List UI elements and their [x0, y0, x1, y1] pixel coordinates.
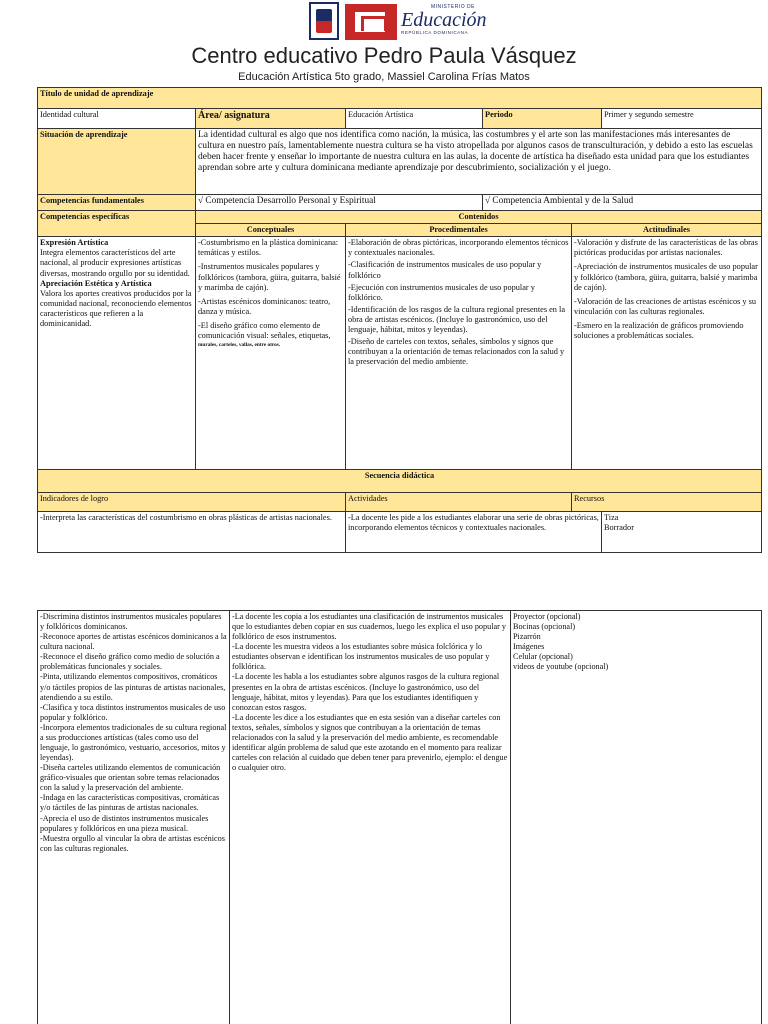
unit-title-label: Título de unidad de aprendizaje — [38, 88, 762, 109]
activity-item: -La docente les habla a los estudiantes sobre algunos rasgos de la cultura regional presentes en la obra de artistas escénicos. (Incluye lo gastronómico, uso del lenguaje, hábitat, mitos y leyendas). Para que los estudiantes identifiquen y conozcan estos rasgos. — [232, 672, 500, 712]
ministry-brand — [401, 4, 487, 35]
resources-list-cell — [511, 611, 762, 1024]
activity-cell: -La docente les pide a los estudiantes elaborar una serie de obras pictóricas, incorporando elementos técnicos y contextuales nacionales. — [346, 512, 602, 553]
indicator-item: -Incorpora elementos tradicionales de su cultura regional a sus producciones artísticas (tales como uso del lenguaje, lo gastronómico, vestuario, accesorios, mitos y leyendas). — [40, 722, 227, 763]
specific-competencies-cell — [38, 237, 196, 470]
activity-item: -La docente les muestra videos a los estudiantes sobre música folclórica y lo estudiantes observan e identifican los instrumentos musicales de uso popular y folklórica. — [232, 642, 490, 672]
learning-unit-table — [37, 87, 762, 553]
indicator-cell: -Interpreta las características del costumbrismo en obras plásticas de artistas nacionales. — [38, 512, 346, 553]
conceptual-item: -Artistas escénicos dominicanos: teatro, danza y música. — [198, 296, 331, 316]
area-value: Educación Artística — [346, 109, 483, 129]
procedural-item: -Diseño de carteles con textos, señales, símbolos y signos que contribuyan a la orientación de temas relacionados con la salud y la preservación del medio ambiente. — [348, 337, 565, 367]
indicator-item: -Clasifica y toca distintos instrumentos musicales de uso popular y folklórico. — [40, 702, 226, 722]
procedural-item: -Clasificación de instrumentos musicales de uso popular y folklórico — [348, 260, 542, 280]
expression-text: Integra elementos característicos del arte nacional, al producir expresiones artísticas diversas, mostrando orgullo por su identidad. — [40, 248, 190, 278]
indicator-item: -Indaga en las características compositivas, cromáticas y/o táctiles de las pinturas de artistas nacionales. — [40, 793, 220, 813]
ministry-emblem-icon — [345, 4, 397, 40]
indicator-item: -Aprecia el uso de distintos instrumentos musicales populares y folklóricos en una pieza musical. — [40, 813, 209, 833]
conceptual-item: -Instrumentos musicales populares y folklóricos (tambora, güira, guitarra, balsié y marimba de cajón). — [198, 262, 341, 292]
logo-republic-text: REPÚBLICA DOMINICANA — [401, 30, 469, 35]
resource-item: Bocinas (opcional) — [513, 622, 576, 632]
indicator-item: -Diseña carteles utilizando elementos de comunicación gráfico-visuales que orientan sobre temas relacionados con la salud y la preservación del ambiente. — [40, 763, 221, 793]
resource-item: Imágenes — [513, 642, 545, 652]
situation-label: Situación de aprendizaje — [38, 129, 196, 195]
page-subtitle: Educación Artística 5to grado, Massiel Carolina Frías Matos — [238, 71, 530, 83]
procedural-cell — [346, 237, 572, 470]
attitudinal-label: Actitudinales — [572, 224, 762, 237]
conceptual-label: Conceptuales — [196, 224, 346, 237]
period-label: Periodo — [483, 109, 602, 129]
resource-item: videos de youtube (opcional) — [513, 662, 609, 672]
conceptual-item: -Costumbrismo en la plástica dominicana: temáticas y estilos. — [198, 238, 339, 258]
specific-competencies-label: Competencias específicas — [38, 211, 196, 237]
area-label: Área/ asignatura — [196, 109, 346, 129]
ministry-logo — [309, 2, 487, 44]
resources-cell — [602, 512, 762, 553]
didactic-sequence-continued-table — [37, 610, 762, 1024]
procedural-label: Procedimentales — [346, 224, 572, 237]
indicators-label: Indicadores de logro — [38, 493, 346, 512]
procedural-item: -Elaboración de obras pictóricas, incorporando elementos técnicos y contextuales nacionales. — [348, 238, 569, 258]
expression-title: Expresión Artística — [40, 238, 109, 248]
resource-item: Pizarrón — [513, 632, 541, 642]
attitudinal-item: -Apreciación de instrumentos musicales de uso popular y folklórico (tambora, güira, guitarra, balsié y marimba de cajón). — [574, 262, 758, 292]
conceptual-tail: murales, carteles, vallas, entre otros. — [198, 342, 281, 349]
indicator-item: -Discrimina distintos instrumentos musicales populares y folklóricos dominicanos. — [40, 612, 222, 632]
activities-label: Actividades — [346, 493, 572, 512]
activity-item: -La docente les copia a los estudiantes una clasificación de instrumentos musicales que lo estudiantes deben copiar en sus cuadernos, luego les explica el uso popular y folklórico de esos instrumentos. — [232, 612, 506, 642]
indicator-item: -Pinta, utilizando elementos compositivos, cromáticos y/o táctiles propios de las pinturas de artistas nacionales, atendiendo a su estilo. — [40, 672, 226, 702]
activities-cell — [230, 611, 511, 1024]
indicators-cell — [38, 611, 230, 1024]
attitudinal-cell — [572, 237, 762, 470]
procedural-item: -Identificación de los rasgos de la cultura regional presentes en la obra de artistas escénicos. (Incluye lo gastronómico, uso del lenguaje, hábitat, mitos y leyendas). — [348, 304, 566, 335]
logo-ministry-text: MINISTERIO DE — [430, 4, 475, 10]
resources-label: Recursos — [572, 493, 762, 512]
conceptual-item: -El diseño gráfico como elemento de comunicación visual: señales, etiquetas, — [198, 320, 331, 341]
conceptual-cell — [196, 237, 346, 470]
resource-item: Borrador — [604, 523, 634, 533]
competency-environmental: √ Competencia Ambiental y de la Salud — [483, 195, 762, 211]
period-value: Primer y segundo semestre — [602, 109, 762, 129]
contents-label: Contenidos — [196, 211, 762, 224]
resource-item: Celular (opcional) — [513, 652, 573, 662]
didactic-sequence-label: Secuencia didáctica — [38, 470, 762, 493]
attitudinal-item: -Esmero en la realización de gráficos promoviendo soluciones a problemáticas sociales. — [574, 320, 744, 341]
attitudinal-item: -Valoración y disfrute de las características de las obras pictóricas producidas por artistas nacionales. — [574, 238, 758, 258]
procedural-item: -Ejecución con instrumentos musicales de uso popular y folklórico. — [348, 282, 535, 302]
situation-text: La identidad cultural es algo que nos identifica como nación, la música, las costumbres y el arte son las manifestaciones más interesantes de cultura en nuestro país, lamentablemente nuestra cultura se ha visto atropellada por algunos casos de transculturación, y debido a esto las escuelas deben hacer frente y enseñar lo importante de nuestra cultura en las aulas, la docente de artística ha diseñado esta unidad para que los estudiantes aprendan sobre arte y cultura dominicana mediante aprendizaje por descubrimiento, socialización y el juego. — [196, 129, 762, 195]
competency-personal: √ Competencia Desarrollo Personal y Espiritual — [196, 195, 483, 211]
resource-item: Tiza — [604, 513, 619, 523]
attitudinal-item: -Valoración de las creaciones de artistas escénicos y su vinculación con las culturas regionales. — [574, 296, 756, 316]
indicator-item: -Muestra orgullo al vincular la obra de artistas escénicos con las culturas regionales. — [40, 833, 225, 853]
resource-item: Proyector (opcional) — [513, 612, 581, 621]
indicator-item: -Reconoce el diseño gráfico como medio de solución a problemáticas funcionales y sociales. — [40, 652, 220, 672]
unit-identity-value: Identidad cultural — [38, 109, 196, 129]
page-title: Centro educativo Pedro Paula Vásquez — [191, 43, 577, 68]
activity-item: -La docente les dice a los estudiantes que en esta sesión van a diseñar carteles con textos, señales, símbolos y signos que contribuyan a la orientación de temas relacionados con la salud y la preservación del medio ambiente, es recomendable identificar algún problema de salud que este azotando en el momento para realizar carteles con relación al cuidado que deben tener para prevenirlo, ejemplo: el dengue o cualquier otro. — [232, 712, 508, 773]
indicator-item: -Reconoce aportes de artistas escénicos dominicanos a la cultura nacional. — [40, 632, 227, 652]
appreciation-title: Apreciación Estética y Artística — [40, 278, 152, 288]
appreciation-text: Valora los aportes creativos producidos por la comunidad nacional, reconociendo elementos característicos que refieren a la dominicanidad. — [40, 288, 192, 329]
logo-name-text: Educación — [401, 9, 487, 31]
national-seal-icon — [309, 2, 339, 40]
fundamental-competencies-label: Competencias fundamentales — [38, 195, 196, 211]
